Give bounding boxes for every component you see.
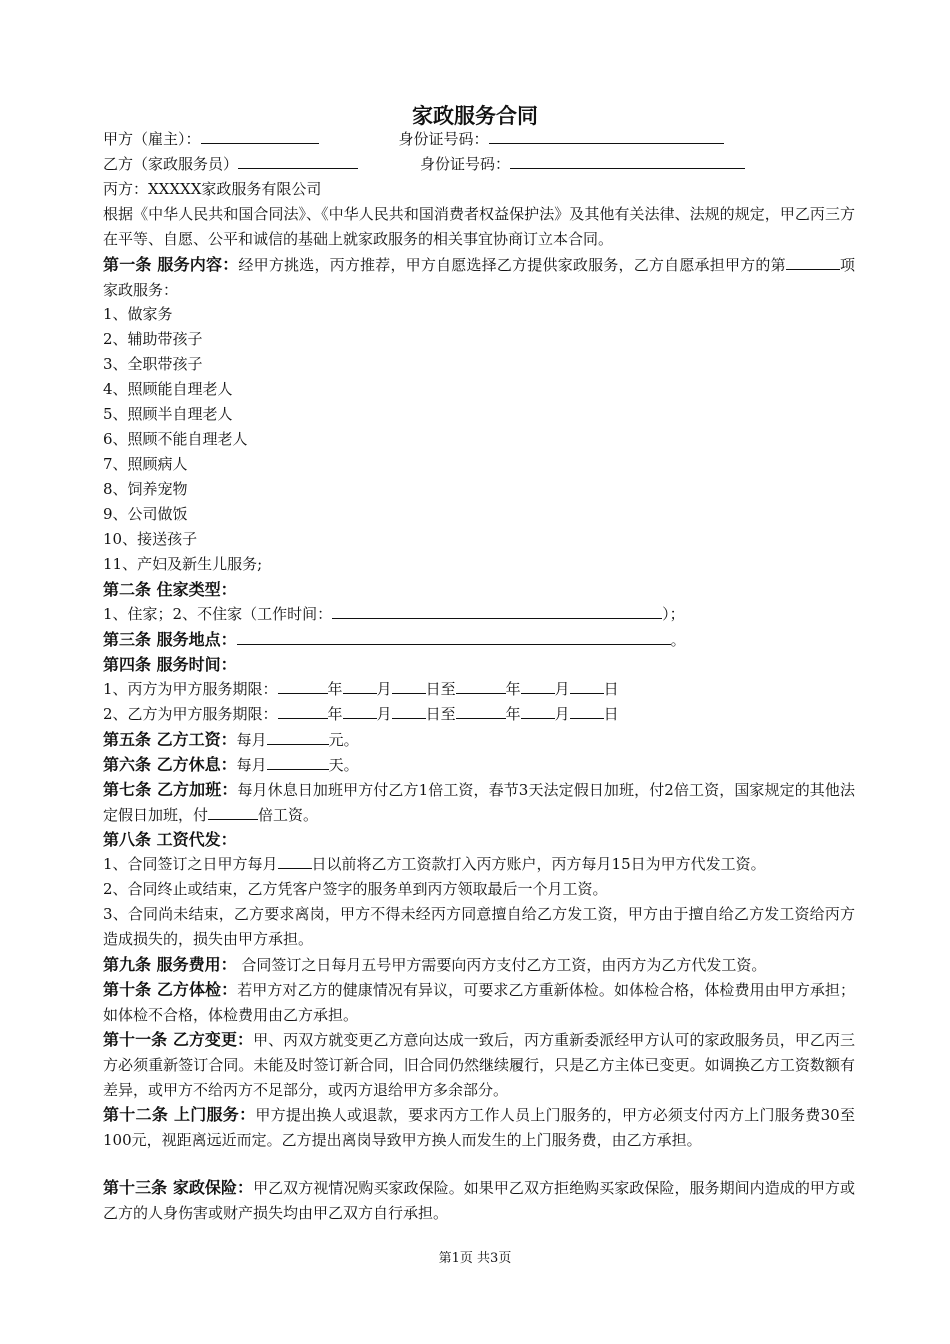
to-label: 日至 [425, 680, 456, 698]
service-items-blank[interactable] [786, 253, 840, 270]
month-label: 月 [376, 705, 392, 723]
article-6-heading: 第六条 乙方休息： [103, 755, 237, 774]
year-label: 年 [327, 680, 343, 698]
article-7-heading: 第七条 乙方加班： [103, 780, 238, 799]
article-12-text: 甲方提出换人或退款，要求丙方工作人员上门服务的，甲方必须支付丙方上门服务费30至100元，视距离远近而定。乙方提出离岗导致甲方换人而发生的上门服务费，由乙方承担。 [103, 1106, 856, 1149]
service-item: 10、接送孩子 [103, 530, 198, 548]
party-b-label: 乙方（家政服务员） [103, 155, 239, 173]
article-5-heading: 第五条 乙方工资： [103, 730, 237, 749]
article-13-text: 甲乙双方视情况购买家政保险。如果甲乙双方拒绝购买家政保险，服务期间内造成的甲方或乙方的人身伤害或财产损失均由甲乙双方自行承担。 [103, 1179, 855, 1222]
article-8-item-1 [103, 852, 855, 877]
article-5-text-end: 元。 [328, 731, 359, 749]
service-item: 3、全职带孩子 [103, 355, 203, 373]
article-7 [103, 777, 855, 828]
service-item: 5、照顾半自理老人 [103, 405, 233, 423]
article-2-line [103, 602, 855, 627]
article-1-heading: 第一条 服务内容： [103, 255, 239, 274]
article-10-heading: 第十条 乙方体检： [103, 980, 238, 999]
day-label: 日 [603, 705, 619, 723]
party-a-id-blank[interactable] [489, 127, 724, 144]
article-1-text: 经甲方挑选，丙方推荐，甲方自愿选择乙方提供家政服务，乙方自愿承担甲方的第 [238, 256, 786, 274]
party-b-id-label: 身份证号码： [420, 155, 511, 173]
article-10-text: 若甲方对乙方的健康情况有异议，可要求乙方重新体检。如体检合格，体检费用由甲方承担；如体检不合格，体检费用由乙方承担。 [103, 981, 855, 1024]
end-year-blank[interactable] [456, 677, 506, 694]
end-day-blank[interactable] [570, 702, 604, 719]
article-8-item-3: 3、合同尚未结束，乙方要求离岗，甲方不得未经丙方同意擅自给乙方发工资，甲方由于擅自给乙方发工资给丙方造成损失的，损失由甲方承担。 [103, 905, 855, 948]
to-label: 日至 [425, 705, 456, 723]
service-address-blank[interactable] [237, 628, 671, 645]
article-5 [103, 727, 855, 753]
year-label: 年 [505, 680, 521, 698]
party-a-label: 甲方（雇主）： [103, 130, 201, 148]
article-9-text: 合同签订之日每月五号甲方需要向丙方支付乙方工资，由丙方为乙方代发工资。 [236, 956, 767, 974]
article-7-text-end: 倍工资。 [258, 806, 319, 824]
article-7-text: 每月休息日加班甲方付乙方1倍工资，春节3天法定假日加班，付2倍工资，国家规定的其他法定假日加班，付 [103, 781, 855, 824]
article-6-text: 每月 [236, 756, 267, 774]
end-year-blank[interactable] [456, 702, 506, 719]
service-item: 7、照顾病人 [103, 455, 188, 473]
article-11 [103, 1027, 855, 1103]
rest-days-blank[interactable] [267, 753, 329, 770]
article-9-heading: 第九条 服务费用： [103, 955, 237, 974]
party-b-id-blank[interactable] [510, 152, 745, 169]
party-a-id-label: 身份证号码： [398, 130, 489, 148]
service-item: 11、产妇及新生儿服务; [103, 555, 263, 573]
article-8-text: 1、合同签订之日甲方每月 [103, 855, 278, 873]
article-1-text-end: 项家政服务： [103, 256, 855, 299]
end-day-blank[interactable] [570, 677, 604, 694]
article-12-heading: 第十二条 上门服务： [103, 1105, 256, 1124]
year-label: 年 [505, 705, 521, 723]
party-b-line [103, 152, 855, 177]
article-11-text: 甲、丙双方就变更乙方意向达成一致后，丙方重新委派经甲方认可的家政服务员，甲乙丙三方必须重新签订合同。未能及时签订新合同，旧合同仍然继续履行，只是乙方主体已变更。如调换乙方工资数额有差异，或甲方不给丙方不足部分，或丙方退给甲方多余部分。 [103, 1031, 855, 1099]
start-year-blank[interactable] [278, 677, 328, 694]
page-number: 第1页 共3页 [438, 1251, 512, 1266]
party-a-name-blank[interactable] [201, 127, 319, 144]
salary-blank[interactable] [267, 728, 329, 745]
article-10 [103, 977, 855, 1028]
article-13-heading: 第十三条 家政保险： [103, 1178, 254, 1197]
overtime-rate-blank[interactable] [208, 803, 258, 820]
end-month-blank[interactable] [521, 702, 555, 719]
day-label: 日 [603, 680, 619, 698]
article-2-heading: 第二条 住家类型： [103, 580, 237, 599]
start-day-blank[interactable] [392, 702, 426, 719]
work-hours-blank[interactable] [332, 602, 662, 619]
article-2-text: 1、住家；2、不住家（工作时间： [103, 605, 333, 623]
article-9 [103, 952, 855, 978]
month-label: 月 [554, 680, 570, 698]
service-item: 1、做家务 [103, 305, 173, 323]
article-2-text-end: ）； [662, 605, 685, 623]
article-8-item-2: 2、合同终止或结束，乙方凭客户签字的服务单到丙方领取最后一个月工资。 [103, 880, 608, 898]
article-13 [103, 1175, 855, 1226]
month-label: 月 [376, 680, 392, 698]
party-c-line: 丙方：XXXXX家政服务有限公司 [103, 180, 322, 198]
article-3-heading: 第三条 服务地点： [103, 630, 237, 649]
service-item: 8、饲养宠物 [103, 480, 188, 498]
article-6-text-end: 天。 [328, 756, 359, 774]
article-8-text-end: 日以前将乙方工资款打入丙方账户，丙方每月15日为甲方代发工资。 [311, 855, 766, 873]
party-b-name-blank[interactable] [238, 152, 358, 169]
article-5-text: 每月 [236, 731, 267, 749]
service-item: 6、照顾不能自理老人 [103, 430, 248, 448]
start-month-blank[interactable] [343, 677, 377, 694]
preamble: 根据《中华人民共和国合同法》、《中华人民共和国消费者权益保护法》及其他有关法律、法规的规定，甲乙丙三方在平等、自愿、公平和诚信的基础上就家政服务的相关事宜协商订立本合同。 [103, 205, 855, 248]
article-12 [103, 1102, 855, 1153]
article-8-heading: 第八条 工资代发： [103, 830, 237, 849]
start-year-blank[interactable] [278, 702, 328, 719]
payment-day-blank[interactable] [278, 852, 312, 869]
article-11-heading: 第十一条 乙方变更： [103, 1030, 254, 1049]
article-4-term-c [103, 677, 855, 702]
service-item: 4、照顾能自理老人 [103, 380, 233, 398]
year-label: 年 [327, 705, 343, 723]
article-3-line [103, 627, 855, 653]
article-6 [103, 752, 855, 778]
service-item: 9、公司做饭 [103, 505, 188, 523]
party-a-line [103, 127, 855, 152]
start-day-blank[interactable] [392, 677, 426, 694]
start-month-blank[interactable] [343, 702, 377, 719]
term-c-label: 1、丙方为甲方服务期限： [103, 680, 278, 698]
article-1 [103, 252, 855, 303]
article-4-heading: 第四条 服务时间： [103, 655, 237, 674]
term-b-label: 2、乙方为甲方服务期限： [103, 705, 278, 723]
end-month-blank[interactable] [521, 677, 555, 694]
article-4-term-b [103, 702, 855, 727]
article-3-end: 。 [670, 631, 686, 649]
contract-title: 家政服务合同 [412, 104, 538, 128]
month-label: 月 [554, 705, 570, 723]
service-item: 2、辅助带孩子 [103, 330, 203, 348]
